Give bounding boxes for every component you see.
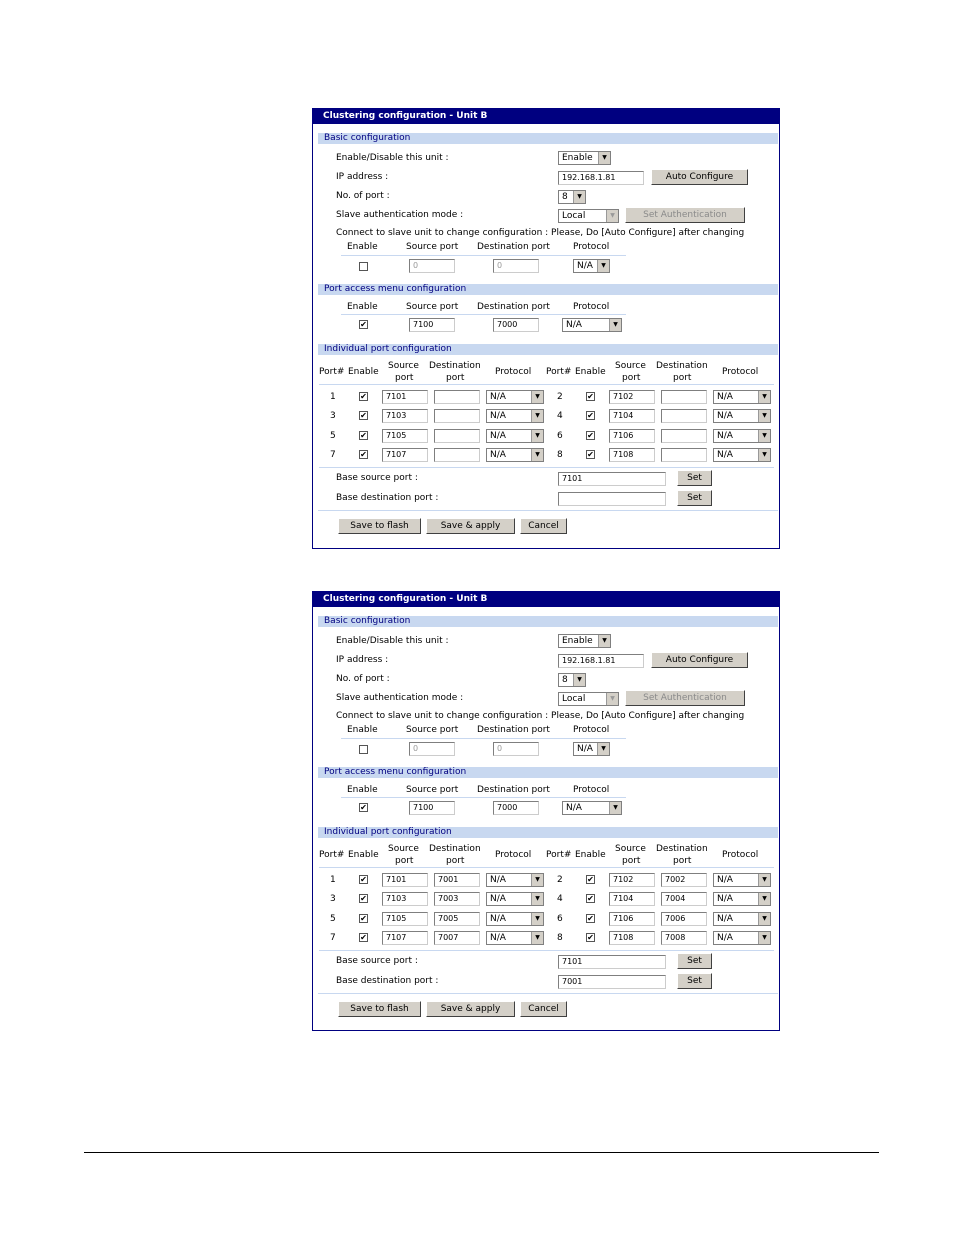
port-number: 8	[557, 450, 563, 460]
set-base-source-button[interactable]: Set	[677, 953, 712, 969]
access-header-rule	[341, 797, 626, 798]
port-number: 5	[330, 431, 336, 441]
slave-enable-checkbox[interactable]	[359, 745, 368, 754]
port-header-source-2: port	[395, 373, 414, 383]
port-number: 1	[330, 875, 336, 885]
port-source-input[interactable]: 7107	[382, 448, 428, 462]
port-header-dest: Destination	[656, 844, 708, 854]
port-header-port: Port#	[319, 850, 345, 860]
port-protocol-select[interactable]	[486, 912, 544, 926]
port-rows-rule	[319, 950, 774, 951]
section-basic-configuration: Basic configuration	[318, 616, 778, 627]
port-source-input[interactable]: 7106	[609, 429, 655, 443]
access-protocol-select-value: N/A	[566, 803, 582, 813]
enable-unit-select[interactable]	[558, 151, 611, 165]
checkmark-icon: ✔	[360, 320, 367, 329]
port-enable-checkbox[interactable]	[586, 914, 595, 923]
port-number: 6	[557, 431, 563, 441]
section-individual-port: Individual port configuration	[318, 344, 778, 355]
port-header-dest-2: port	[446, 856, 465, 866]
chevron-down-icon: ▼	[531, 913, 543, 925]
port-header-port: Port#	[546, 850, 572, 860]
chevron-down-icon: ▼	[573, 191, 585, 203]
port-dest-input[interactable]: 7002	[661, 873, 707, 887]
section-individual-port: Individual port configuration	[318, 827, 778, 838]
checkmark-icon: ✔	[587, 450, 594, 459]
port-enable-checkbox[interactable]	[359, 933, 368, 942]
port-dest-input[interactable]: 7008	[661, 931, 707, 945]
ip-address-input[interactable]: 192.168.1.81	[558, 654, 644, 668]
port-protocol-select[interactable]	[486, 448, 544, 462]
port-protocol-select-value: N/A	[717, 914, 733, 924]
chevron-down-icon: ▼	[531, 410, 543, 422]
auto-configure-button[interactable]: Auto Configure	[651, 652, 748, 668]
chevron-down-icon: ▼	[531, 932, 543, 944]
slave-protocol-select[interactable]	[573, 742, 610, 756]
checkmark-icon: ✔	[587, 875, 594, 884]
ip-address-label: IP address :	[336, 655, 389, 665]
footer-divider	[318, 993, 778, 994]
slave-auth-mode-select-value: Local	[562, 694, 586, 704]
number-of-ports-select-value: 8	[562, 192, 568, 202]
port-protocol-select-value: N/A	[717, 431, 733, 441]
port-protocol-select-value: N/A	[490, 450, 506, 460]
slave-header-source: Source port	[406, 242, 459, 252]
port-number: 2	[557, 392, 563, 402]
slave-header-source: Source port	[406, 725, 459, 735]
number-of-ports-select[interactable]	[558, 190, 586, 204]
port-protocol-select[interactable]	[486, 892, 544, 906]
checkmark-icon: ✔	[360, 803, 367, 812]
checkmark-icon: ✔	[360, 875, 367, 884]
save-to-flash-button[interactable]: Save to flash	[338, 518, 421, 534]
port-dest-input[interactable]	[661, 409, 707, 423]
port-protocol-select[interactable]	[713, 873, 771, 887]
chevron-down-icon: ▼	[531, 449, 543, 461]
port-enable-checkbox[interactable]	[586, 411, 595, 420]
port-rows-rule	[319, 467, 774, 468]
chevron-down-icon: ▼	[598, 635, 610, 647]
slave-protocol-select[interactable]	[573, 259, 610, 273]
port-protocol-select[interactable]	[713, 409, 771, 423]
slave-protocol-select-value: N/A	[577, 261, 593, 271]
base-source-port-label: Base source port :	[336, 956, 418, 966]
port-header-source: Source	[388, 361, 419, 371]
number-of-ports-select-value: 8	[562, 675, 568, 685]
config-panel-1	[312, 108, 780, 549]
chevron-down-icon: ▼	[758, 913, 770, 925]
chevron-down-icon: ▼	[758, 410, 770, 422]
access-source-input[interactable]: 7100	[409, 318, 455, 332]
port-number: 2	[557, 875, 563, 885]
access-protocol-select[interactable]	[562, 801, 622, 815]
port-header-dest: Destination	[429, 361, 481, 371]
port-dest-input[interactable]	[661, 390, 707, 404]
port-header-enable: Enable	[348, 850, 379, 860]
port-header-source: Source	[388, 844, 419, 854]
port-header-rule	[319, 384, 774, 385]
enable-unit-label: Enable/Disable this unit :	[336, 153, 449, 163]
footer-divider	[318, 510, 778, 511]
access-protocol-select[interactable]	[562, 318, 622, 332]
save-and-apply-button[interactable]: Save & apply	[426, 518, 515, 534]
slave-header-enable: Enable	[347, 242, 378, 252]
port-enable-checkbox[interactable]	[586, 450, 595, 459]
slave-protocol-select-value: N/A	[577, 744, 593, 754]
enable-unit-select-value: Enable	[562, 153, 593, 163]
cancel-button[interactable]: Cancel	[520, 518, 567, 534]
page-footer-rule	[84, 1152, 879, 1153]
connect-slave-note: Connect to slave unit to change configuration : Please, Do [Auto Configure] after changing	[336, 228, 745, 238]
checkmark-icon: ✔	[360, 392, 367, 401]
chevron-down-icon: ▼	[758, 893, 770, 905]
chevron-down-icon: ▼	[606, 693, 618, 705]
checkmark-icon: ✔	[587, 914, 594, 923]
port-dest-input[interactable]	[434, 390, 480, 404]
config-panel-2	[312, 591, 780, 1031]
port-header-port: Port#	[546, 367, 572, 377]
port-enable-checkbox[interactable]	[586, 431, 595, 440]
access-header-source: Source port	[406, 302, 459, 312]
base-source-port-label: Base source port :	[336, 473, 418, 483]
slave-source-input: 0	[409, 742, 455, 756]
slave-auth-mode-select-value: Local	[562, 211, 586, 221]
port-header-source-2: port	[622, 373, 641, 383]
port-protocol-select[interactable]	[713, 390, 771, 404]
port-number: 4	[557, 411, 563, 421]
checkmark-icon: ✔	[360, 411, 367, 420]
checkmark-icon: ✔	[360, 933, 367, 942]
checkmark-icon: ✔	[360, 431, 367, 440]
port-header-port: Port#	[319, 367, 345, 377]
port-enable-checkbox[interactable]	[359, 411, 368, 420]
access-source-input[interactable]: 7100	[409, 801, 455, 815]
chevron-down-icon: ▼	[597, 260, 609, 272]
slave-header-protocol: Protocol	[573, 242, 610, 252]
port-header-enable: Enable	[575, 850, 606, 860]
port-protocol-select-value: N/A	[717, 875, 733, 885]
checkmark-icon: ✔	[587, 431, 594, 440]
port-source-input[interactable]: 7108	[609, 448, 655, 462]
access-header-dest: Destination port	[477, 302, 550, 312]
base-dest-port-label: Base destination port :	[336, 976, 439, 986]
chevron-down-icon: ▼	[758, 449, 770, 461]
port-protocol-select[interactable]	[713, 912, 771, 926]
port-header-protocol: Protocol	[495, 850, 532, 860]
checkmark-icon: ✔	[360, 914, 367, 923]
port-source-input[interactable]: 7107	[382, 931, 428, 945]
slave-header-rule	[341, 255, 626, 256]
port-protocol-select[interactable]	[713, 448, 771, 462]
port-header-enable: Enable	[575, 367, 606, 377]
checkmark-icon: ✔	[587, 894, 594, 903]
port-source-input[interactable]: 7103	[382, 892, 428, 906]
port-protocol-select[interactable]	[486, 390, 544, 404]
port-header-rule	[319, 867, 774, 868]
base-dest-port-input[interactable]	[558, 492, 666, 506]
slave-header-dest: Destination port	[477, 242, 550, 252]
port-protocol-select[interactable]	[486, 409, 544, 423]
port-source-input[interactable]: 7101	[382, 873, 428, 887]
number-of-ports-label: No. of port :	[336, 674, 390, 684]
port-header-dest-2: port	[673, 856, 692, 866]
port-source-input[interactable]: 7104	[609, 892, 655, 906]
port-dest-input[interactable]: 7001	[434, 873, 480, 887]
port-dest-input[interactable]: 7003	[434, 892, 480, 906]
port-number: 6	[557, 914, 563, 924]
port-protocol-select-value: N/A	[717, 894, 733, 904]
chevron-down-icon: ▼	[609, 319, 621, 331]
access-dest-input[interactable]: 7000	[493, 801, 539, 815]
port-number: 7	[330, 933, 336, 943]
port-protocol-select-value: N/A	[717, 933, 733, 943]
access-header-protocol: Protocol	[573, 302, 610, 312]
port-protocol-select[interactable]	[486, 873, 544, 887]
section-basic-configuration: Basic configuration	[318, 133, 778, 144]
access-enable-checkbox[interactable]	[359, 320, 368, 329]
port-enable-checkbox[interactable]	[586, 875, 595, 884]
number-of-ports-label: No. of port :	[336, 191, 390, 201]
section-port-access-menu: Port access menu configuration	[318, 284, 778, 295]
save-to-flash-button[interactable]: Save to flash	[338, 1001, 421, 1017]
port-dest-input[interactable]: 7007	[434, 931, 480, 945]
port-source-input[interactable]: 7108	[609, 931, 655, 945]
port-number: 4	[557, 894, 563, 904]
access-header-source: Source port	[406, 785, 459, 795]
port-source-input[interactable]: 7103	[382, 409, 428, 423]
base-source-port-input[interactable]: 7101	[558, 472, 666, 486]
port-number: 3	[330, 411, 336, 421]
port-number: 7	[330, 450, 336, 460]
port-dest-input[interactable]: 7006	[661, 912, 707, 926]
port-header-dest: Destination	[656, 361, 708, 371]
chevron-down-icon: ▼	[606, 210, 618, 222]
port-source-input[interactable]: 7102	[609, 873, 655, 887]
port-source-input[interactable]: 7101	[382, 390, 428, 404]
auto-configure-button[interactable]: Auto Configure	[651, 169, 748, 185]
chevron-down-icon: ▼	[531, 430, 543, 442]
chevron-down-icon: ▼	[609, 802, 621, 814]
section-port-access-menu: Port access menu configuration	[318, 767, 778, 778]
checkmark-icon: ✔	[360, 894, 367, 903]
panel-title: Clustering configuration - Unit B	[313, 592, 779, 607]
port-dest-input[interactable]	[434, 429, 480, 443]
slave-source-input: 0	[409, 259, 455, 273]
checkmark-icon: ✔	[587, 411, 594, 420]
port-header-protocol: Protocol	[495, 367, 532, 377]
port-protocol-select-value: N/A	[490, 875, 506, 885]
number-of-ports-select[interactable]	[558, 673, 586, 687]
port-header-dest: Destination	[429, 844, 481, 854]
checkmark-icon: ✔	[587, 933, 594, 942]
port-source-input[interactable]: 7102	[609, 390, 655, 404]
port-header-source-2: port	[622, 856, 641, 866]
port-header-source: Source	[615, 361, 646, 371]
ip-address-input[interactable]: 192.168.1.81	[558, 171, 644, 185]
port-enable-checkbox[interactable]	[359, 914, 368, 923]
access-dest-input[interactable]: 7000	[493, 318, 539, 332]
port-number: 8	[557, 933, 563, 943]
port-dest-input[interactable]	[661, 448, 707, 462]
chevron-down-icon: ▼	[758, 932, 770, 944]
slave-dest-input: 0	[493, 742, 539, 756]
port-header-protocol: Protocol	[722, 850, 759, 860]
port-enable-checkbox[interactable]	[586, 392, 595, 401]
chevron-down-icon: ▼	[598, 152, 610, 164]
port-enable-checkbox[interactable]	[359, 431, 368, 440]
port-protocol-select[interactable]	[713, 892, 771, 906]
port-header-source: Source	[615, 844, 646, 854]
port-header-protocol: Protocol	[722, 367, 759, 377]
port-header-dest-2: port	[446, 373, 465, 383]
access-header-dest: Destination port	[477, 785, 550, 795]
port-number: 1	[330, 392, 336, 402]
slave-header-protocol: Protocol	[573, 725, 610, 735]
panel-title: Clustering configuration - Unit B	[313, 109, 779, 124]
cancel-button[interactable]: Cancel	[520, 1001, 567, 1017]
port-enable-checkbox[interactable]	[586, 933, 595, 942]
port-source-input[interactable]: 7106	[609, 912, 655, 926]
port-protocol-select-value: N/A	[490, 411, 506, 421]
set-authentication-button: Set Authentication	[625, 207, 745, 223]
port-protocol-select[interactable]	[713, 429, 771, 443]
chevron-down-icon: ▼	[531, 874, 543, 886]
chevron-down-icon: ▼	[531, 893, 543, 905]
port-number: 5	[330, 914, 336, 924]
port-protocol-select-value: N/A	[490, 933, 506, 943]
chevron-down-icon: ▼	[531, 391, 543, 403]
access-enable-checkbox[interactable]	[359, 803, 368, 812]
port-header-enable: Enable	[348, 367, 379, 377]
checkmark-icon: ✔	[360, 450, 367, 459]
save-and-apply-button[interactable]: Save & apply	[426, 1001, 515, 1017]
chevron-down-icon: ▼	[758, 391, 770, 403]
access-header-enable: Enable	[347, 302, 378, 312]
slave-auth-mode-label: Slave authentication mode :	[336, 210, 464, 220]
base-dest-port-input[interactable]: 7001	[558, 975, 666, 989]
port-protocol-select[interactable]	[486, 931, 544, 945]
ip-address-label: IP address :	[336, 172, 389, 182]
enable-unit-label: Enable/Disable this unit :	[336, 636, 449, 646]
set-base-source-button[interactable]: Set	[677, 470, 712, 486]
enable-unit-select[interactable]	[558, 634, 611, 648]
port-enable-checkbox[interactable]	[359, 875, 368, 884]
port-protocol-select-value: N/A	[490, 894, 506, 904]
port-header-dest-2: port	[673, 373, 692, 383]
port-header-source-2: port	[395, 856, 414, 866]
port-protocol-select[interactable]	[486, 429, 544, 443]
port-dest-input[interactable]	[434, 448, 480, 462]
port-source-input[interactable]: 7104	[609, 409, 655, 423]
checkmark-icon: ✔	[587, 392, 594, 401]
port-dest-input[interactable]: 7004	[661, 892, 707, 906]
port-enable-checkbox[interactable]	[586, 894, 595, 903]
access-header-rule	[341, 314, 626, 315]
port-dest-input[interactable]: 7005	[434, 912, 480, 926]
access-header-protocol: Protocol	[573, 785, 610, 795]
access-header-enable: Enable	[347, 785, 378, 795]
access-protocol-select-value: N/A	[566, 320, 582, 330]
port-protocol-select-value: N/A	[717, 450, 733, 460]
port-protocol-select-value: N/A	[717, 392, 733, 402]
enable-unit-select-value: Enable	[562, 636, 593, 646]
port-protocol-select[interactable]	[713, 931, 771, 945]
port-enable-checkbox[interactable]	[359, 392, 368, 401]
set-authentication-button: Set Authentication	[625, 690, 745, 706]
slave-auth-mode-select	[558, 692, 619, 706]
base-dest-port-label: Base destination port :	[336, 493, 439, 503]
slave-header-dest: Destination port	[477, 725, 550, 735]
port-enable-checkbox[interactable]	[359, 450, 368, 459]
slave-auth-mode-label: Slave authentication mode :	[336, 693, 464, 703]
port-protocol-select-value: N/A	[490, 431, 506, 441]
port-protocol-select-value: N/A	[490, 914, 506, 924]
slave-header-enable: Enable	[347, 725, 378, 735]
set-base-dest-button[interactable]: Set	[677, 973, 712, 989]
chevron-down-icon: ▼	[758, 874, 770, 886]
chevron-down-icon: ▼	[758, 430, 770, 442]
port-dest-input[interactable]	[434, 409, 480, 423]
port-source-input[interactable]: 7105	[382, 429, 428, 443]
base-source-port-input[interactable]: 7101	[558, 955, 666, 969]
port-number: 3	[330, 894, 336, 904]
port-source-input[interactable]: 7105	[382, 912, 428, 926]
slave-enable-checkbox[interactable]	[359, 262, 368, 271]
chevron-down-icon: ▼	[597, 743, 609, 755]
port-protocol-select-value: N/A	[490, 392, 506, 402]
chevron-down-icon: ▼	[573, 674, 585, 686]
set-base-dest-button[interactable]: Set	[677, 490, 712, 506]
connect-slave-note: Connect to slave unit to change configuration : Please, Do [Auto Configure] after changing	[336, 711, 745, 721]
port-dest-input[interactable]	[661, 429, 707, 443]
slave-header-rule	[341, 738, 626, 739]
port-enable-checkbox[interactable]	[359, 894, 368, 903]
slave-auth-mode-select	[558, 209, 619, 223]
port-protocol-select-value: N/A	[717, 411, 733, 421]
slave-dest-input: 0	[493, 259, 539, 273]
